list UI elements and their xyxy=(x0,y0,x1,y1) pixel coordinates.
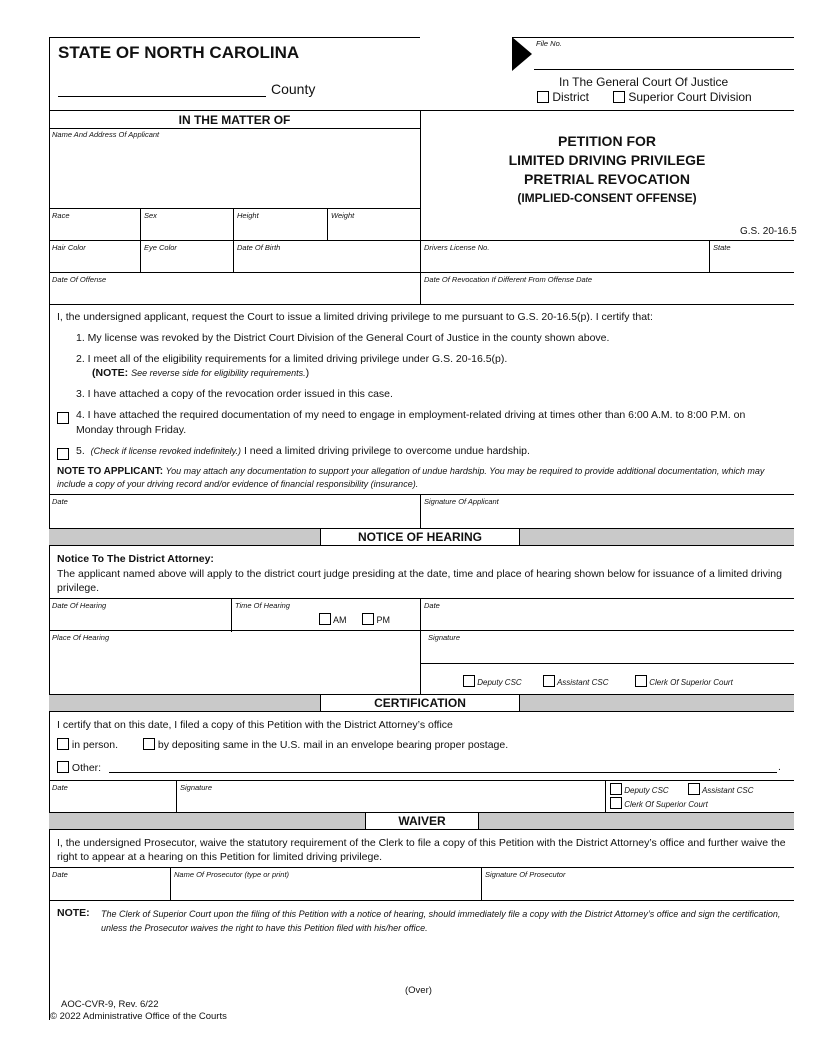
file-arrow-icon xyxy=(512,37,534,71)
date-of-revocation-label: Date Of Revocation If Different From Offense Date xyxy=(424,275,592,284)
applicant-signature-label: Signature Of Applicant xyxy=(424,497,499,506)
form-title-line2: LIMITED DRIVING PRIVILEGE xyxy=(508,152,706,168)
petition-item-4: 4. I have attached the required documentation of my need to engage in employment-related driving at times other than 6:00 A.M. to 8:00 P.M. on Monday through Friday. xyxy=(76,409,746,436)
height-label: Height xyxy=(237,211,259,220)
sex-label: Sex xyxy=(144,211,157,220)
waiver-date-label: Date xyxy=(52,870,68,879)
statute: G.S. 20-16.5 xyxy=(740,226,797,237)
certification-title: CERTIFICATION xyxy=(320,694,520,712)
superior-checkbox[interactable] xyxy=(613,91,625,103)
petition-item-2-note: (NOTE: See reverse side for eligibility requirements.) xyxy=(92,367,310,379)
file-no-field[interactable] xyxy=(534,69,794,70)
hearing-to-label: Notice To The District Attorney: xyxy=(57,553,214,565)
cert-assistant-option[interactable]: Assistant CSC xyxy=(688,783,754,795)
form-title-line1: PETITION FOR xyxy=(558,133,656,149)
item-4-checkbox[interactable] xyxy=(57,409,69,427)
other-field[interactable] xyxy=(109,772,777,773)
petition-item-2: 2. I meet all of the eligibility requirements for a limited driving privilege under G.S. 20-16.5(p). xyxy=(76,353,508,365)
file-no-label: File No. xyxy=(536,39,562,48)
cert-clerk-option[interactable]: Clerk Of Superior Court xyxy=(610,797,708,809)
hair-color-label: Hair Color xyxy=(52,243,86,252)
form-title-line4: (IMPLIED-CONSENT OFFENSE) xyxy=(517,191,697,205)
other-period: . xyxy=(778,761,781,773)
cert-date-label: Date xyxy=(52,783,68,792)
county-label: County xyxy=(271,81,316,97)
petition-intro: I, the undersigned applicant, request the Court to issue a limited driving privilege to me pursuant to G.S. 20-16.5(p). I certify that: xyxy=(57,311,653,323)
footer-note-label: NOTE: xyxy=(57,907,90,919)
item-5-checkbox[interactable] xyxy=(57,445,69,463)
note-to-applicant: NOTE TO APPLICANT: You may attach any documentation to support your allegation of undue hardship. You may be required to provide additional documentation, which may include a copy of your driving record and/or evidence of financial responsibility (insurance). xyxy=(57,466,765,489)
footer-note-text: The Clerk of Superior Court upon the filing of this Petition with a notice of hearing, should immediately file a copy with the District Attorney’s office and sign the certification, unless the Prosecutor waives the right to have this Petition filed with his/her office. xyxy=(101,909,781,933)
district-checkbox[interactable] xyxy=(537,91,549,103)
notice-of-hearing-band xyxy=(49,528,794,546)
waiver-band xyxy=(49,812,794,830)
cert-deputy-option[interactable]: Deputy CSC xyxy=(610,783,669,795)
petition-item-1: 1. My license was revoked by the District Court Division of the General Court of Justice in the county shown above. xyxy=(76,332,610,344)
pm-option[interactable]: PM xyxy=(362,613,390,625)
waiver-text: I, the undersigned Prosecutor, waive the statutory requirement of the Clerk to file a copy of this Petition with the District Attorney’s office and further waive the right to appear at a hearing on this Petition for limited driving privilege. xyxy=(57,837,786,863)
form-id: AOC-CVR-9, Rev. 6/22 xyxy=(61,999,159,1010)
hearing-time-label: Time Of Hearing xyxy=(235,601,290,610)
am-option[interactable]: AM xyxy=(319,613,347,625)
hearing-signature-label: Signature xyxy=(428,633,461,642)
matter-title: IN THE MATTER OF xyxy=(178,113,291,127)
hearing-text: The applicant named above will apply to the district court judge presiding at the date, time and place of hearing shown below for issuance of a limited driving privilege. xyxy=(57,568,782,594)
hearing-date-label: Date Of Hearing xyxy=(52,601,107,610)
name-address-field[interactable] xyxy=(50,140,419,206)
race-label: Race xyxy=(52,211,70,220)
other-option[interactable]: Other: xyxy=(57,761,101,774)
hearing-date2-label: Date xyxy=(424,601,440,610)
notice-of-hearing-title: NOTICE OF HEARING xyxy=(320,528,520,546)
hearing-clerk-option[interactable]: Clerk Of Superior Court xyxy=(635,675,733,687)
weight-label: Weight xyxy=(331,211,355,220)
cert-signature-label: Signature xyxy=(180,783,213,792)
form-title-line3: PRETRIAL REVOCATION xyxy=(524,171,690,187)
license-no-label: Drivers License No. xyxy=(424,243,490,252)
by-mail-option[interactable]: by depositing same in the U.S. mail in an envelope bearing proper postage. xyxy=(143,738,508,751)
waiver-title: WAIVER xyxy=(365,812,479,830)
name-address-label: Name And Address Of Applicant xyxy=(52,130,160,139)
petition-item-3: 3. I have attached a copy of the revocation order issued in this case. xyxy=(76,388,393,400)
court-line: In The General Court Of Justice xyxy=(559,75,729,89)
place-of-hearing-label: Place Of Hearing xyxy=(52,633,110,642)
prosecutor-name-label: Name Of Prosecutor (type or print) xyxy=(174,870,290,879)
eye-color-label: Eye Color xyxy=(144,243,177,252)
district-option[interactable]: District xyxy=(537,90,589,104)
hearing-assistant-option[interactable]: Assistant CSC xyxy=(543,675,609,687)
over-label: (Over) xyxy=(405,985,432,996)
state-label: State xyxy=(713,243,731,252)
copyright: © 2022 Administrative Office of the Courts xyxy=(50,1011,227,1022)
prosecutor-signature-label: Signature Of Prosecutor xyxy=(485,870,566,879)
date-of-offense-label: Date Of Offense xyxy=(52,275,107,284)
petition-date-label: Date xyxy=(52,497,68,506)
county-line[interactable] xyxy=(58,96,266,97)
certification-band xyxy=(49,694,794,712)
hearing-deputy-option[interactable]: Deputy CSC xyxy=(463,675,522,687)
petition-item-5: 5. (Check if license revoked indefinitely.) I need a limited driving privilege to overcome undue hardship. xyxy=(76,445,530,457)
certification-text: I certify that on this date, I filed a copy of this Petition with the District Attorney’s office xyxy=(57,719,453,731)
superior-option[interactable]: Superior Court Division xyxy=(613,90,752,104)
in-person-option[interactable]: in person. xyxy=(57,738,118,751)
state-title: STATE OF NORTH CAROLINA xyxy=(58,43,300,62)
dob-label: Date Of Birth xyxy=(237,243,281,252)
